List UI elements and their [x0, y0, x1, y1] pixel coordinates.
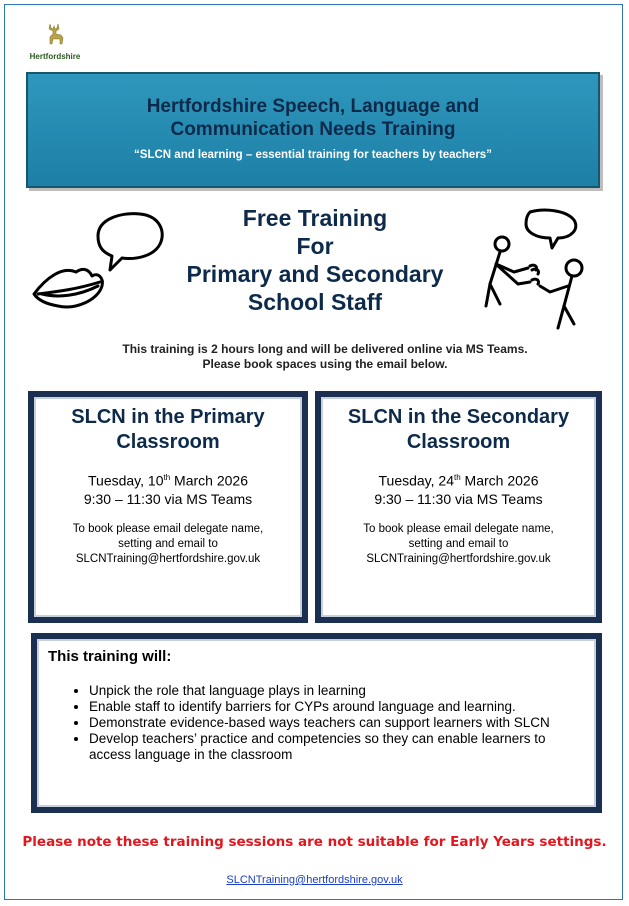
logo-text: Hertfordshire	[29, 52, 81, 61]
secondary-card-title	[321, 405, 596, 455]
banner-title-line-1: Hertfordshire Speech, Language and	[146, 96, 480, 117]
footer-email-link[interactable]: SLCNTraining@hertfordshire.gov.uk	[226, 874, 403, 886]
primary-email: SLCNTraining@hertfordshire.gov.uk	[75, 552, 261, 565]
secondary-title-line-1: SLCN in the Secondary	[347, 406, 570, 428]
headline-line-3: Primary and Secondary	[186, 261, 444, 287]
info-line-1: This training is 2 hours long and will be delivered online via MS Teams.	[122, 342, 528, 356]
banner-subtitle: “SLCN and learning – essential training for teachers by teachers”	[134, 149, 492, 161]
banner-title-line-2: Communication Needs Training	[170, 119, 456, 140]
primary-title-line-2: Classroom	[116, 431, 220, 453]
headline	[140, 204, 490, 316]
headline-line-4: School Staff	[247, 289, 383, 315]
primary-date-time	[34, 469, 302, 508]
training-info	[60, 342, 590, 371]
info-line-2: Please book spaces using the email below.	[202, 356, 448, 371]
outcomes-heading: This training will:	[48, 648, 172, 665]
headline-line-1: Free Training	[242, 205, 388, 231]
people-talking-icon	[478, 206, 606, 334]
primary-time: 9:30 – 11:30 via MS Teams	[83, 490, 253, 507]
list-item: • Demonstrate evidence-based ways teachers can support learners with SLCN	[89, 715, 596, 731]
secondary-email: SLCNTraining@hertfordshire.gov.uk	[366, 552, 551, 565]
early-years-note: Please note these training sessions are not suitable for Early Years settings.	[22, 834, 607, 850]
headline-line-2: For	[296, 233, 334, 259]
primary-session-card	[28, 391, 308, 623]
primary-title-line-1: SLCN in the Primary	[71, 406, 265, 428]
outcomes-list	[37, 683, 596, 763]
banner-title	[28, 95, 598, 141]
primary-book-line-1: To book please email delegate name,	[72, 522, 264, 535]
primary-booking-info	[34, 522, 302, 567]
secondary-date-time	[321, 469, 596, 508]
list-item: • Unpick the role that language plays in learning	[89, 683, 596, 699]
primary-card-title	[34, 405, 302, 455]
secondary-book-line-2: setting and email to	[408, 537, 509, 550]
list-item: • Develop teachers’ practice and competencies so they can enable learners to access language in the classroom	[89, 731, 596, 763]
secondary-session-card	[315, 391, 602, 623]
title-banner	[26, 72, 600, 188]
training-outcomes-box	[31, 633, 602, 813]
secondary-book-line-1: To book please email delegate name,	[363, 522, 554, 535]
stag-icon	[42, 22, 68, 46]
hertfordshire-logo	[20, 22, 90, 61]
secondary-title-line-2: Classroom	[406, 431, 511, 453]
primary-book-line-2: setting and email to	[118, 537, 218, 550]
secondary-booking-info	[321, 522, 596, 567]
primary-date: Tuesday, 10th March 2026	[88, 472, 248, 489]
secondary-time: 9:30 – 11:30 via MS Teams	[374, 490, 543, 507]
list-item: • Enable staff to identify barriers for CYPs around language and learning.	[89, 699, 596, 715]
secondary-date: Tuesday, 24th March 2026	[378, 472, 539, 489]
